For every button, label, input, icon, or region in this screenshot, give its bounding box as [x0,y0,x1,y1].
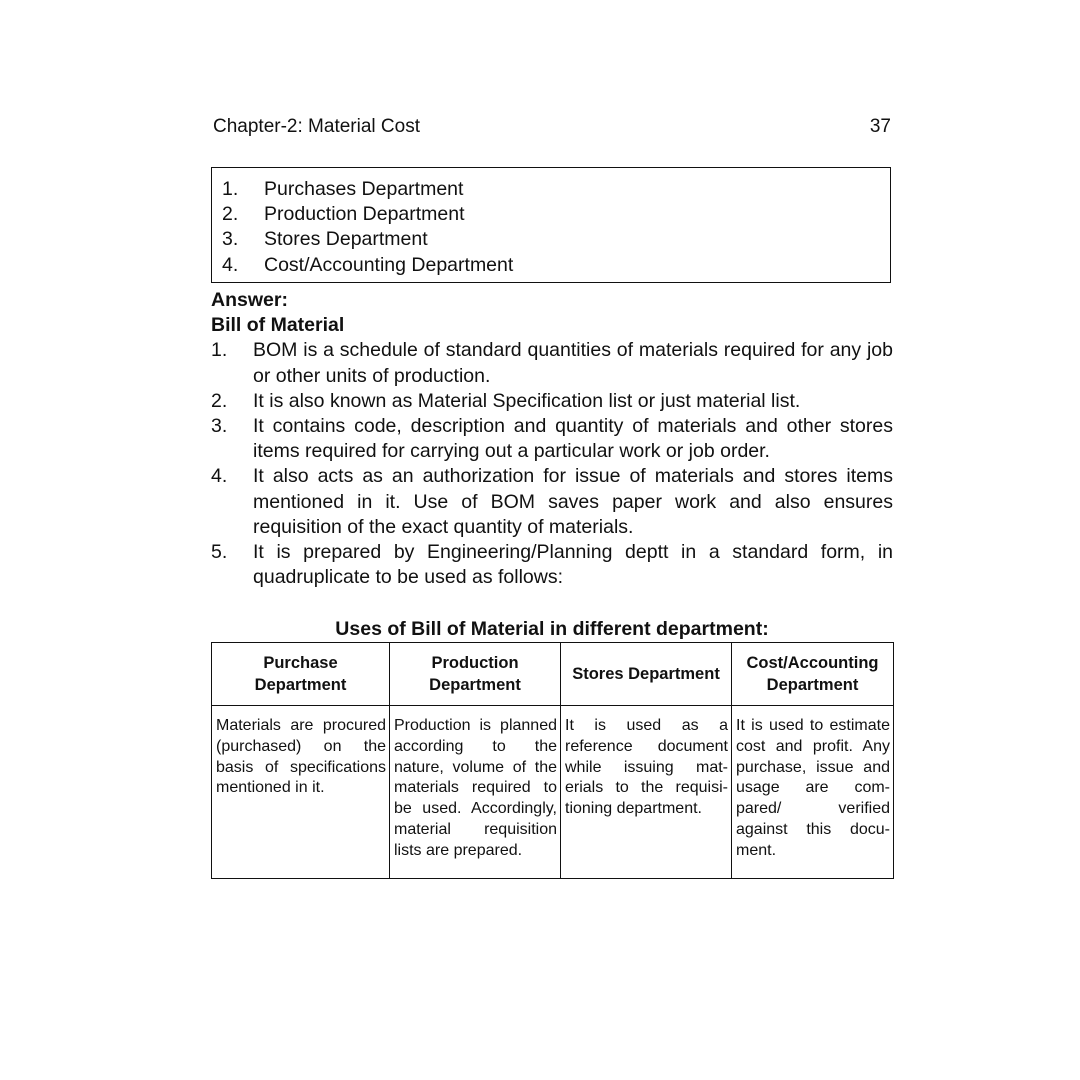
table-header-cell: Stores Department [561,643,732,706]
department-item-text: Production Department [264,203,465,226]
departments-box [211,167,891,283]
page-number: 37 [869,116,891,137]
table-header-cell: Cost/Accounting Department [732,643,894,706]
table-cell: It is used as a reference document while issuing mat-erials to the requisi-tioning department. [561,706,732,879]
answer-label: Answer: [211,289,288,311]
department-item [222,227,890,252]
table-cell: Materials are procured (purchased) on the basis of specifications mentioned in it. [212,706,390,879]
list-item [211,464,893,540]
department-item [222,253,890,278]
list-item-number: 2. [211,389,228,412]
table-cell: It is used to estimate cost and profit. Any purchase, issue and usage are com-pared/ verified against this docu-ment. [732,706,894,879]
list-item-number: 1. [211,339,228,362]
list-item-number: 4. [211,465,228,488]
chapter-title: Chapter-2: Material Cost [213,116,420,137]
table-header-cell: Purchase Department [212,643,390,706]
table-title: Uses of Bill of Material in different department: [335,618,769,640]
department-item-number: 3. [222,228,239,251]
table-header-cell: Production Department [390,643,561,706]
department-item-number: 2. [222,203,239,226]
list-item-number: 5. [211,541,228,564]
list-item-text: It contains code, description and quantity of materials and other stores items required for carrying out a particular work or job order. [253,415,893,463]
section-heading: Bill of Material [211,314,345,337]
table-row [212,706,894,879]
list-item-number: 3. [211,415,228,438]
bom-points-list [211,338,893,590]
list-item-text: It is prepared by Engineering/Planning deptt in a standard form, in quadruplicate to be used as follows: [253,541,893,589]
department-item-number: 1. [222,178,239,200]
answer-section [211,288,893,590]
department-item [222,202,890,227]
list-item [211,389,893,414]
list-item-text: It also acts as an authorization for issue of materials and stores items mentioned in it. Use of BOM saves paper work and also ensures requisition of the exact quantity of materials. [253,465,893,538]
list-item [211,338,893,388]
table-cell: Production is planned according to the nature, volume of the materials required to be used. Accordingly, material requisition lists are prepared. [390,706,561,879]
uses-table [211,642,894,879]
department-item-text: Purchases Department [264,178,464,200]
department-item [222,177,890,202]
list-item [211,540,893,590]
list-item-text: BOM is a schedule of standard quantities of materials required for any job or other units of production. [253,339,893,387]
table-header-row [212,643,894,706]
list-item-text: It is also known as Material Specification list or just material list. [253,389,801,412]
department-item-number: 4. [222,253,239,276]
department-item-text: Stores Department [264,228,428,251]
department-item-text: Cost/Accounting Department [264,253,514,276]
list-item [211,414,893,464]
